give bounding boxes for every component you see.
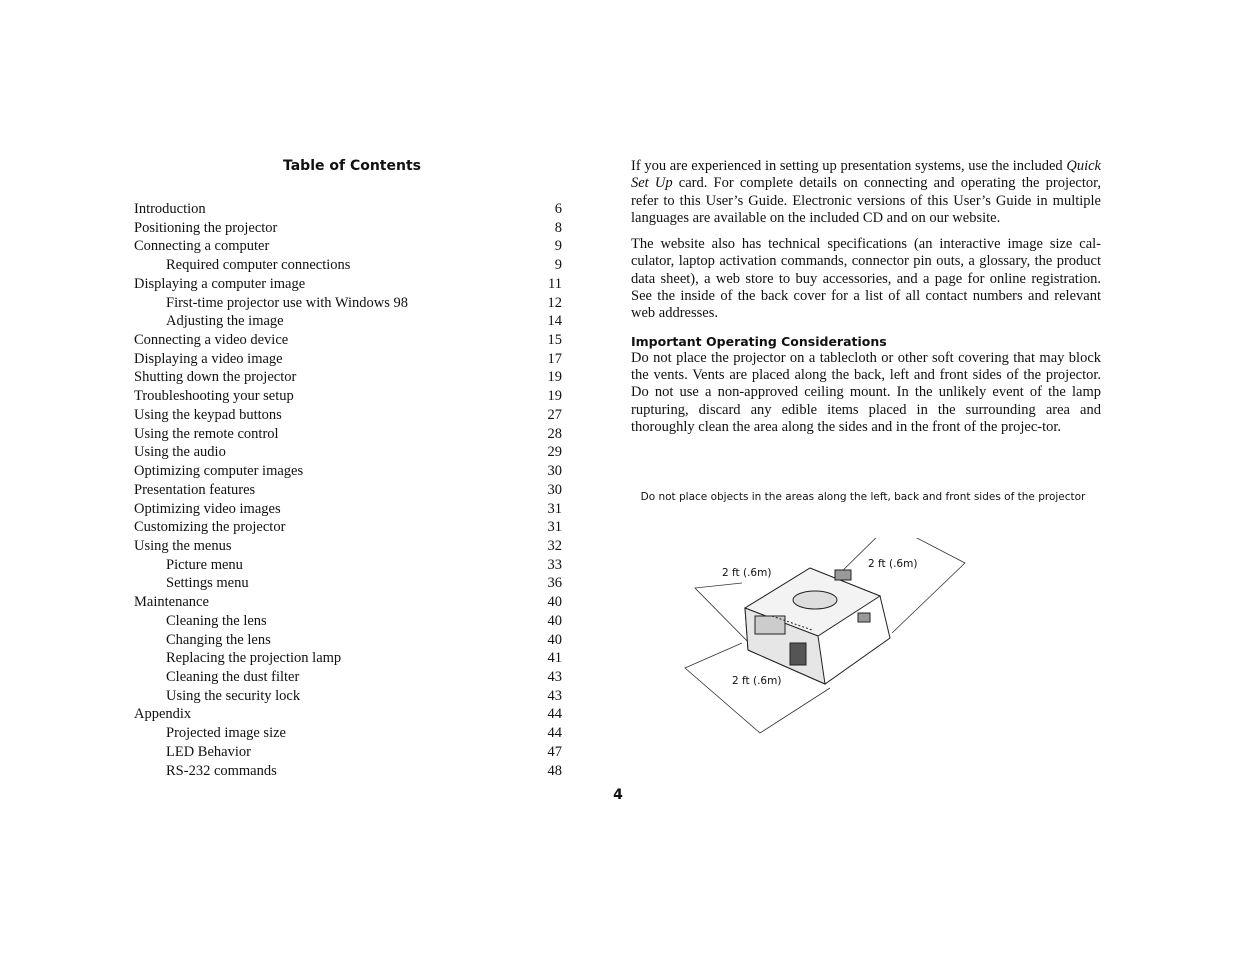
toc-entry-label: Required computer connections bbox=[166, 257, 351, 274]
toc-entry-page: 17 bbox=[547, 350, 562, 367]
toc-entry-page: 19 bbox=[547, 388, 562, 405]
figure-caption: Do not place objects in the areas along the left, back and front sides of the projector bbox=[640, 491, 1086, 503]
toc-title: Table of Contents bbox=[282, 158, 421, 174]
toc-entry-label: Introduction bbox=[134, 201, 206, 217]
toc-entry[interactable] bbox=[134, 275, 562, 294]
left-distance-label: 2 ft (.6m) bbox=[722, 567, 772, 579]
toc-entry-label: Replacing the projection lamp bbox=[166, 650, 342, 667]
toc-entry-label: Picture menu bbox=[166, 556, 243, 573]
toc-entry[interactable] bbox=[134, 443, 562, 462]
toc-entry-label: Customizing the projector bbox=[134, 519, 286, 536]
toc-entry-label: Appendix bbox=[134, 706, 192, 723]
toc-entry-page: 30 bbox=[547, 481, 562, 498]
toc-entry[interactable] bbox=[134, 481, 562, 500]
considerations-heading: Important Operating Considerations bbox=[631, 333, 887, 349]
toc-entry-label: Connecting a computer bbox=[134, 238, 270, 255]
toc-entry-page: 9 bbox=[554, 238, 562, 255]
toc-entry[interactable] bbox=[134, 687, 562, 706]
toc-entry-page: 40 bbox=[547, 594, 562, 611]
toc-entry[interactable] bbox=[134, 593, 562, 612]
toc-entry-label: Settings menu bbox=[166, 575, 249, 592]
toc-entry-label: First-time projector use with Windows 98 bbox=[166, 294, 408, 311]
toc-entry-page: 12 bbox=[547, 294, 562, 311]
toc-entry-page: 31 bbox=[547, 519, 562, 536]
toc-entry-label: Positioning the projector bbox=[134, 219, 278, 236]
projector-illustration bbox=[745, 568, 890, 684]
toc-entry-label: Optimizing computer images bbox=[134, 463, 304, 480]
toc-entry-page: 9 bbox=[554, 257, 562, 274]
back-distance-label: 2 ft (.6m) bbox=[868, 558, 918, 570]
intro-paragraph-2: The website also has technical specifications (an interactive image size cal-culator, laptop activation commands, connector pin outs, a glossary, the product data sheet), a web store to buy accessories, and a page for online registration. See the inside of the back cover for a list of all contact numbers and relevant web addresses. bbox=[631, 236, 1101, 322]
intro-column bbox=[631, 158, 1101, 445]
toc-entry[interactable] bbox=[134, 350, 562, 369]
toc-entry-label: Troubleshooting your setup bbox=[134, 388, 294, 405]
toc-entry[interactable] bbox=[134, 537, 562, 556]
toc-entry-page: 36 bbox=[547, 575, 562, 592]
toc-entry[interactable] bbox=[134, 612, 562, 631]
toc-entry[interactable] bbox=[134, 237, 562, 256]
toc-entry-page: 31 bbox=[547, 500, 562, 517]
toc-entry[interactable] bbox=[134, 500, 562, 519]
toc-entry-label: Connecting a video device bbox=[134, 332, 289, 349]
toc-entry-page: 28 bbox=[547, 425, 562, 442]
toc-entry[interactable] bbox=[134, 331, 562, 350]
toc-entry-page: 32 bbox=[547, 537, 562, 554]
table-of-contents bbox=[134, 200, 562, 780]
toc-entry-page: 41 bbox=[547, 650, 562, 667]
toc-entry-page: 43 bbox=[547, 668, 562, 685]
toc-entry[interactable] bbox=[134, 518, 562, 537]
toc-entry[interactable] bbox=[134, 219, 562, 238]
toc-entry[interactable] bbox=[134, 705, 562, 724]
toc-entry-label: Optimizing video images bbox=[134, 500, 281, 517]
toc-entry-page: 48 bbox=[547, 762, 562, 779]
toc-entry-page: 27 bbox=[547, 406, 562, 423]
toc-entry-label: Using the menus bbox=[134, 537, 232, 554]
toc-entry[interactable] bbox=[134, 631, 562, 650]
toc-entry-page: 11 bbox=[548, 275, 562, 292]
toc-entry[interactable] bbox=[134, 743, 562, 762]
toc-entry[interactable] bbox=[134, 762, 562, 781]
toc-entry-label: RS-232 commands bbox=[166, 762, 277, 779]
toc-entry-page: 8 bbox=[554, 219, 562, 236]
toc-entry-label: Using the audio bbox=[134, 444, 226, 461]
toc-entry-page: 30 bbox=[547, 463, 562, 480]
toc-entry-page: 33 bbox=[547, 556, 562, 573]
toc-entry-page: 40 bbox=[547, 612, 562, 629]
toc-entry-label: Using the remote control bbox=[134, 425, 279, 442]
toc-entry-label: LED Behavior bbox=[166, 743, 251, 760]
intro-text: If you are experienced in setting up presentation systems, use the included bbox=[631, 158, 1067, 174]
toc-entry-label: Presentation features bbox=[134, 481, 256, 498]
toc-entry[interactable] bbox=[134, 387, 562, 406]
toc-entry[interactable] bbox=[134, 556, 562, 575]
toc-entry[interactable] bbox=[134, 312, 562, 331]
toc-entry[interactable] bbox=[134, 294, 562, 313]
toc-entry[interactable] bbox=[134, 256, 562, 275]
toc-entry-page: 6 bbox=[554, 201, 562, 217]
toc-entry-label: Changing the lens bbox=[166, 631, 271, 648]
toc-entry[interactable] bbox=[134, 724, 562, 743]
toc-entry-page: 29 bbox=[547, 444, 562, 461]
toc-entry[interactable] bbox=[134, 200, 562, 219]
toc-entry-page: 44 bbox=[547, 706, 562, 723]
toc-entry[interactable] bbox=[134, 649, 562, 668]
toc-entry-page: 19 bbox=[547, 369, 562, 386]
toc-entry-label: Projected image size bbox=[166, 725, 286, 742]
toc-entry-page: 14 bbox=[547, 313, 562, 330]
toc-entry-page: 40 bbox=[547, 631, 562, 648]
intro-paragraph-1 bbox=[631, 158, 1101, 227]
toc-entry[interactable] bbox=[134, 462, 562, 481]
toc-entry-label: Using the keypad buttons bbox=[134, 406, 282, 423]
toc-entry-label: Maintenance bbox=[134, 594, 209, 611]
toc-entry-label: Using the security lock bbox=[166, 687, 301, 704]
toc-entry[interactable] bbox=[134, 574, 562, 593]
considerations-body: Do not place the projector on a tablecloth or other soft covering that may block the vents. Vents are placed along the back, left and front sides of the projector. Do not use a non-approved ceiling mount. In the unlikely event of the lamp rupturing, discard any edible items placed in the surrounding area and thoroughly clean the area along the sides and in the front of the projec-tor. bbox=[631, 349, 1101, 435]
toc-entry-label: Displaying a computer image bbox=[134, 275, 306, 292]
toc-entry-page: 15 bbox=[547, 332, 562, 349]
toc-entry-page: 47 bbox=[547, 743, 562, 760]
toc-entry-label: Adjusting the image bbox=[166, 313, 284, 330]
toc-entry-label: Cleaning the dust filter bbox=[166, 668, 300, 685]
clearance-diagram bbox=[680, 538, 980, 738]
toc-entry-page: 44 bbox=[547, 725, 562, 742]
toc-entry-page: 43 bbox=[547, 687, 562, 704]
toc-entry-label: Shutting down the projector bbox=[134, 369, 297, 386]
toc-entry-label: Displaying a video image bbox=[134, 350, 283, 367]
toc-entry-label: Cleaning the lens bbox=[166, 612, 267, 629]
page-number: 4 bbox=[613, 787, 623, 803]
toc-entry[interactable] bbox=[134, 668, 562, 687]
toc-entry[interactable] bbox=[134, 425, 562, 444]
toc-entry[interactable] bbox=[134, 368, 562, 387]
toc-entry[interactable] bbox=[134, 406, 562, 425]
intro-text-cont: card. For complete details on connecting and operating the projector, refer to this User’s Guide. Electronic versions of this User’s Guide in multiple languages are available on the included CD and on our website. bbox=[631, 175, 1101, 226]
quick-set-up-title: Quick Set Up bbox=[631, 158, 1101, 192]
front-distance-label: 2 ft (.6m) bbox=[732, 675, 782, 687]
